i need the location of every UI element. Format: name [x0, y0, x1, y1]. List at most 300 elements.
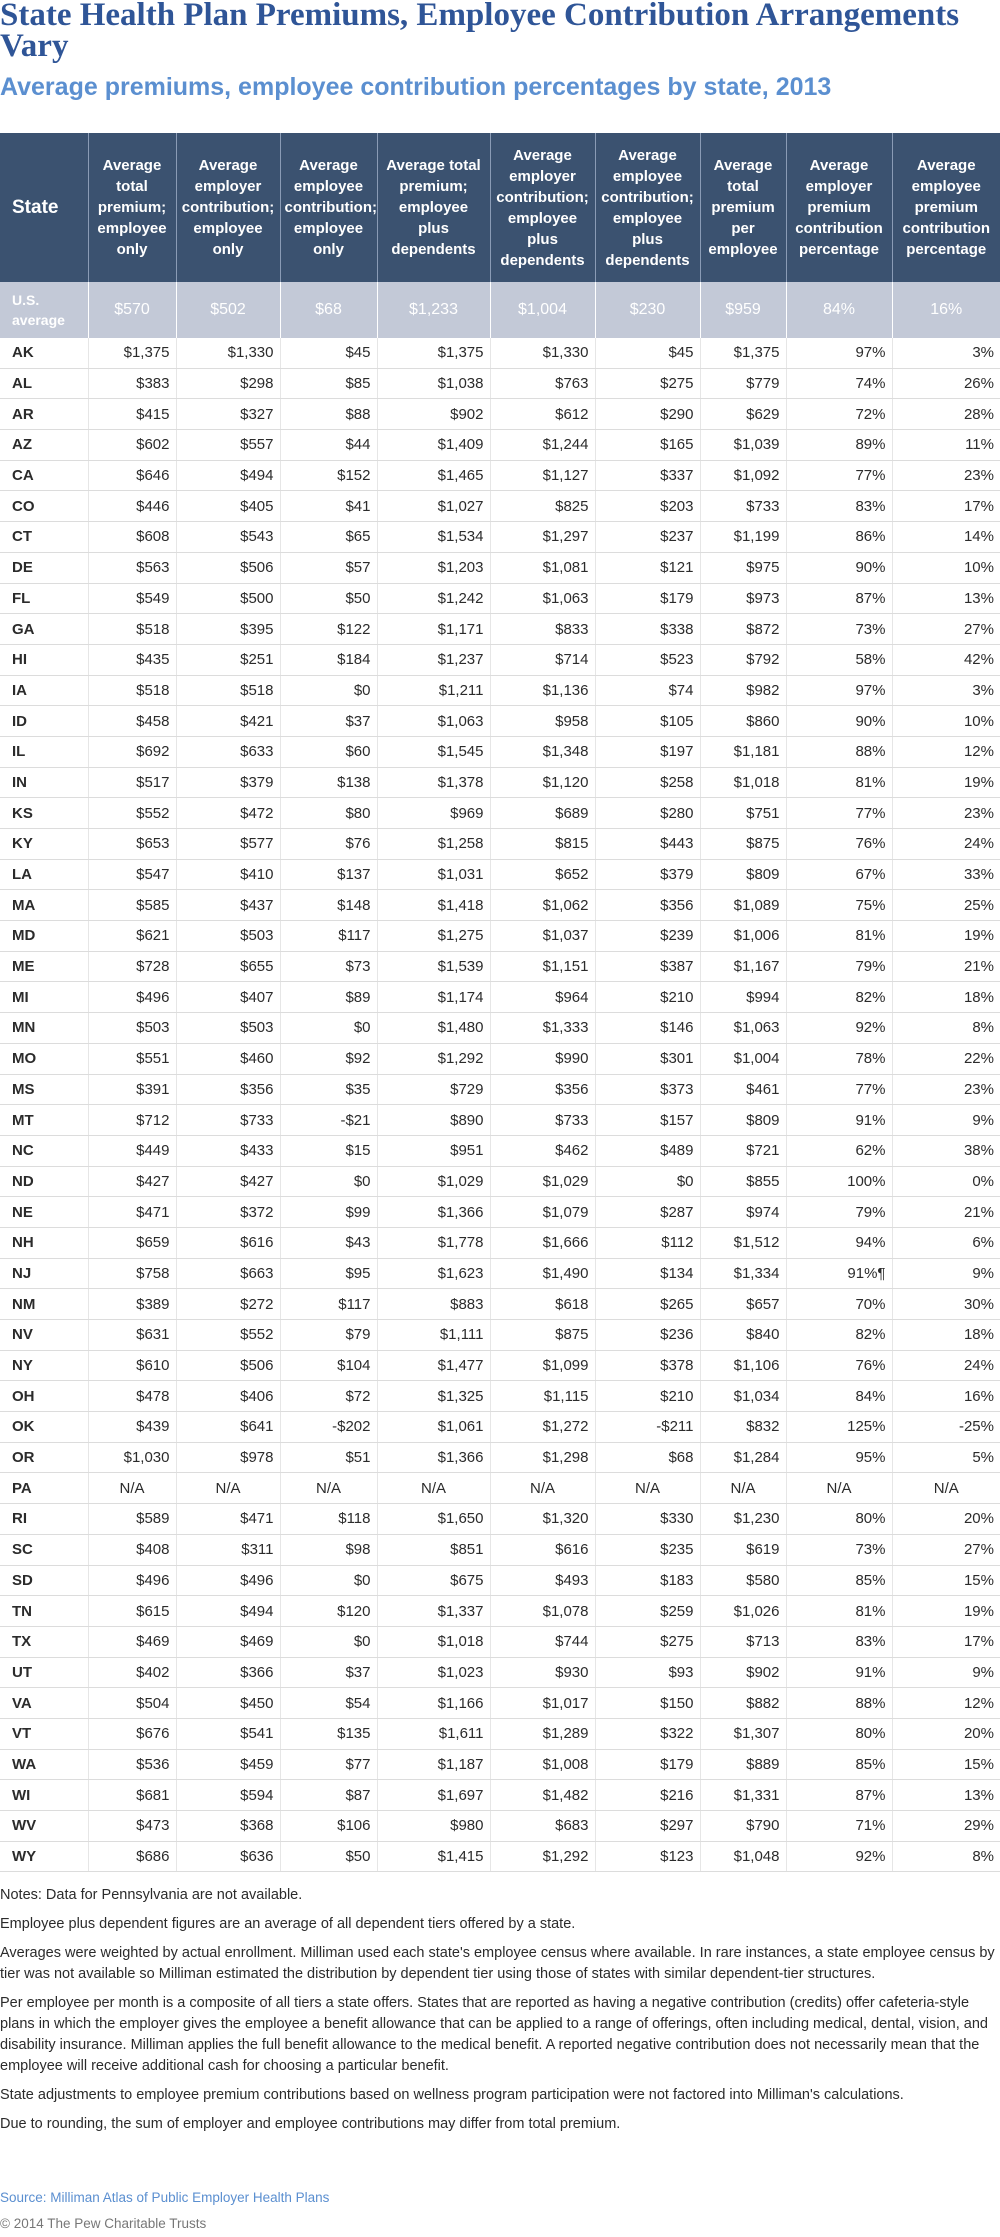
table-cell: $518 — [88, 614, 176, 645]
table-cell: 15% — [892, 1749, 1000, 1780]
table-cell: $990 — [490, 1043, 595, 1074]
table-cell: $1,026 — [700, 1596, 786, 1627]
table-cell: $882 — [700, 1688, 786, 1719]
state-code-cell: MS — [0, 1074, 88, 1105]
state-code-cell: GA — [0, 614, 88, 645]
table-cell: 9% — [892, 1657, 1000, 1688]
table-cell: $373 — [595, 1074, 700, 1105]
table-cell: $809 — [700, 859, 786, 890]
table-cell: $165 — [595, 430, 700, 461]
table-row — [0, 890, 1000, 921]
table-cell: 90% — [786, 706, 892, 737]
table-cell: $1,111 — [377, 1320, 490, 1351]
notes-section — [0, 1885, 1000, 2143]
state-code-cell: MO — [0, 1043, 88, 1074]
table-cell: $449 — [88, 1135, 176, 1166]
state-code-cell: SC — [0, 1534, 88, 1565]
table-cell: $636 — [176, 1841, 280, 1872]
table-cell: $259 — [595, 1596, 700, 1627]
table-cell: $44 — [280, 430, 377, 461]
table-cell: 14% — [892, 522, 1000, 553]
table-cell: $311 — [176, 1534, 280, 1565]
table-cell: $714 — [490, 644, 595, 675]
table-cell: $712 — [88, 1105, 176, 1136]
table-cell: 81% — [786, 921, 892, 952]
table-cell: $851 — [377, 1534, 490, 1565]
table-cell: 11% — [892, 430, 1000, 461]
table-cell: 100% — [786, 1166, 892, 1197]
table-cell: $92 — [280, 1043, 377, 1074]
table-cell: $557 — [176, 430, 280, 461]
state-code-cell: MT — [0, 1105, 88, 1136]
table-cell: $150 — [595, 1688, 700, 1719]
table-cell: N/A — [786, 1473, 892, 1504]
table-cell: 70% — [786, 1289, 892, 1320]
state-code-cell: SD — [0, 1565, 88, 1596]
table-cell: $549 — [88, 583, 176, 614]
table-cell: $616 — [176, 1227, 280, 1258]
table-cell: 8% — [892, 1013, 1000, 1044]
state-code-cell: AZ — [0, 430, 88, 461]
table-cell: 19% — [892, 1596, 1000, 1627]
table-cell: $68 — [595, 1442, 700, 1473]
table-cell: $472 — [176, 798, 280, 829]
note-paragraph: State adjustments to employee premium contributions based on wellness program participation were not factored into Milliman's calculations. — [0, 2087, 904, 2103]
state-code-cell: NM — [0, 1289, 88, 1320]
table-cell: $471 — [176, 1504, 280, 1535]
table-cell: $713 — [700, 1626, 786, 1657]
table-cell: $37 — [280, 706, 377, 737]
table-cell: $1,211 — [377, 675, 490, 706]
table-cell: $585 — [88, 890, 176, 921]
table-cell: 9% — [892, 1105, 1000, 1136]
table-cell: $1,151 — [490, 951, 595, 982]
table-cell: $1,199 — [700, 522, 786, 553]
table-cell: $1,330 — [176, 338, 280, 368]
table-cell: 21% — [892, 1197, 1000, 1228]
table-cell: $1,166 — [377, 1688, 490, 1719]
header-total-premium-per-employee: Average total premium per employee — [700, 133, 786, 282]
table-cell: $57 — [280, 552, 377, 583]
table-cell: $408 — [88, 1534, 176, 1565]
table-cell: $1,366 — [377, 1197, 490, 1228]
table-cell: $410 — [176, 859, 280, 890]
state-code-cell: NH — [0, 1227, 88, 1258]
header-employee-contribution-plus-dependents: Average employee contribution; employee plus dependents — [595, 133, 700, 282]
table-cell: $0 — [280, 1166, 377, 1197]
table-cell: 18% — [892, 982, 1000, 1013]
state-code-cell: IA — [0, 675, 88, 706]
table-cell: $60 — [280, 736, 377, 767]
table-cell: $1,545 — [377, 736, 490, 767]
table-cell: $1,079 — [490, 1197, 595, 1228]
table-cell: $1,063 — [377, 706, 490, 737]
table-cell: $85 — [280, 368, 377, 399]
table-cell: $118 — [280, 1504, 377, 1535]
table-cell: $1,490 — [490, 1258, 595, 1289]
table-cell: $832 — [700, 1412, 786, 1443]
table-cell: 81% — [786, 767, 892, 798]
table-cell: $1,039 — [700, 430, 786, 461]
table-cell: $0 — [280, 1013, 377, 1044]
table-cell: 27% — [892, 614, 1000, 645]
table-cell: 87% — [786, 583, 892, 614]
table-cell: 25% — [892, 890, 1000, 921]
table-row — [0, 982, 1000, 1013]
table-cell: $890 — [377, 1105, 490, 1136]
table-cell: $1,038 — [377, 368, 490, 399]
table-cell: $1,004 — [700, 1043, 786, 1074]
table-cell: 10% — [892, 552, 1000, 583]
table-cell: $1,237 — [377, 644, 490, 675]
table-cell: $790 — [700, 1811, 786, 1842]
table-cell: 12% — [892, 736, 1000, 767]
table-cell: $50 — [280, 1841, 377, 1872]
table-cell: $959 — [700, 282, 786, 338]
state-code-cell: MN — [0, 1013, 88, 1044]
table-cell: $469 — [88, 1626, 176, 1657]
table-row — [0, 1013, 1000, 1044]
table-cell: 24% — [892, 1350, 1000, 1381]
table-cell: $792 — [700, 644, 786, 675]
table-cell: 67% — [786, 859, 892, 890]
table-cell: N/A — [595, 1473, 700, 1504]
table-cell: $35 — [280, 1074, 377, 1105]
table-cell: $433 — [176, 1135, 280, 1166]
table-cell: $1,348 — [490, 736, 595, 767]
state-code-cell: OK — [0, 1412, 88, 1443]
table-cell: $406 — [176, 1381, 280, 1412]
table-row — [0, 1534, 1000, 1565]
table-cell: $1,181 — [700, 736, 786, 767]
table-row — [0, 1412, 1000, 1443]
table-cell: $15 — [280, 1135, 377, 1166]
table-row — [0, 1227, 1000, 1258]
table-cell: $517 — [88, 767, 176, 798]
state-code-cell: WA — [0, 1749, 88, 1780]
table-row — [0, 706, 1000, 737]
table-cell: $543 — [176, 522, 280, 553]
table-cell: $502 — [176, 282, 280, 338]
state-code-cell: MA — [0, 890, 88, 921]
table-cell: $415 — [88, 399, 176, 430]
table-cell: $395 — [176, 614, 280, 645]
table-cell: $978 — [176, 1442, 280, 1473]
table-cell: 18% — [892, 1320, 1000, 1351]
table-cell: $265 — [595, 1289, 700, 1320]
table-cell: 91%¶ — [786, 1258, 892, 1289]
table-cell: $1,136 — [490, 675, 595, 706]
source-line: Source: Milliman Atlas of Public Employer Health Plans — [0, 2190, 330, 2205]
table-cell: $1,375 — [700, 338, 786, 368]
table-row — [0, 1166, 1000, 1197]
table-cell: 27% — [892, 1534, 1000, 1565]
table-row — [0, 1258, 1000, 1289]
table-cell: $330 — [595, 1504, 700, 1535]
table-cell: $994 — [700, 982, 786, 1013]
table-cell: $633 — [176, 736, 280, 767]
table-cell: $272 — [176, 1289, 280, 1320]
table-cell: 19% — [892, 767, 1000, 798]
table-cell: -$21 — [280, 1105, 377, 1136]
table-cell: $1,127 — [490, 460, 595, 491]
state-code-cell: AK — [0, 338, 88, 368]
table-cell: $1,409 — [377, 430, 490, 461]
table-row — [0, 921, 1000, 952]
table-cell: $489 — [595, 1135, 700, 1166]
table-cell: 78% — [786, 1043, 892, 1074]
table-cell: $427 — [176, 1166, 280, 1197]
table-cell: $258 — [595, 767, 700, 798]
table-cell: 3% — [892, 338, 1000, 368]
table-cell: $157 — [595, 1105, 700, 1136]
table-cell: $37 — [280, 1657, 377, 1688]
table-cell: $478 — [88, 1381, 176, 1412]
table-cell: $594 — [176, 1780, 280, 1811]
table-cell: $646 — [88, 460, 176, 491]
table-cell: $1,023 — [377, 1657, 490, 1688]
state-code-cell: VA — [0, 1688, 88, 1719]
table-cell: $275 — [595, 1626, 700, 1657]
table-cell: $1,171 — [377, 614, 490, 645]
table-cell: $547 — [88, 859, 176, 890]
table-cell: $121 — [595, 552, 700, 583]
table-cell: $366 — [176, 1657, 280, 1688]
table-cell: $860 — [700, 706, 786, 737]
table-cell: $77 — [280, 1749, 377, 1780]
table-cell: $809 — [700, 1105, 786, 1136]
table-cell: $1,230 — [700, 1504, 786, 1535]
table-cell: $602 — [88, 430, 176, 461]
table-cell: -$211 — [595, 1412, 700, 1443]
state-code-cell: ME — [0, 951, 88, 982]
table-cell: $74 — [595, 675, 700, 706]
table-cell: 125% — [786, 1412, 892, 1443]
premiums-table — [0, 133, 1000, 1872]
table-cell: $825 — [490, 491, 595, 522]
table-cell: $1,061 — [377, 1412, 490, 1443]
table-cell: $152 — [280, 460, 377, 491]
table-cell: $459 — [176, 1749, 280, 1780]
table-cell: 24% — [892, 829, 1000, 860]
note-paragraph: Employee plus dependent figures are an average of all dependent tiers offered by a state. — [0, 1916, 576, 1932]
state-code-cell: WI — [0, 1780, 88, 1811]
table-cell: $1,081 — [490, 552, 595, 583]
table-cell: $146 — [595, 1013, 700, 1044]
table-cell: $104 — [280, 1350, 377, 1381]
header-employer-contribution-plus-dependents: Average employer contribution; employee plus dependents — [490, 133, 595, 282]
table-cell: $675 — [377, 1565, 490, 1596]
table-cell: $301 — [595, 1043, 700, 1074]
table-cell: $421 — [176, 706, 280, 737]
table-cell: 92% — [786, 1013, 892, 1044]
table-cell: $402 — [88, 1657, 176, 1688]
table-cell: 76% — [786, 1350, 892, 1381]
table-row — [0, 1105, 1000, 1136]
table-cell: $1,063 — [490, 583, 595, 614]
table-cell: $322 — [595, 1718, 700, 1749]
table-cell: 0% — [892, 1166, 1000, 1197]
table-cell: $1,333 — [490, 1013, 595, 1044]
table-cell: $1,284 — [700, 1442, 786, 1473]
table-cell: $552 — [88, 798, 176, 829]
table-cell: $692 — [88, 736, 176, 767]
table-cell: $616 — [490, 1534, 595, 1565]
table-cell: 80% — [786, 1504, 892, 1535]
table-cell: 97% — [786, 675, 892, 706]
table-cell: 13% — [892, 1780, 1000, 1811]
table-cell: $1,004 — [490, 282, 595, 338]
page-title: State Health Plan Premiums, Employee Contribution Arrangements Vary — [0, 0, 960, 64]
table-cell: $523 — [595, 644, 700, 675]
state-code-cell: LA — [0, 859, 88, 890]
table-cell: 8% — [892, 1841, 1000, 1872]
table-cell: $179 — [595, 583, 700, 614]
table-cell: $1,298 — [490, 1442, 595, 1473]
table-cell: $1,477 — [377, 1350, 490, 1381]
table-cell: $1,006 — [700, 921, 786, 952]
state-code-cell: AL — [0, 368, 88, 399]
note-paragraph: Per employee per month is a composite of all tiers a state offers. States that are reported as having a negative contribution (credits) offer cafeteria-style plans in which the employer gives the employee a benefit allowance that can be applied to a range of offerings, often including medical, dental, vision, and disability insurance. Milliman applies the full benefit allowance to the medical benefit. A reported negative contribution does not necessarily mean that the employee will receive additional cash for choosing a particular benefit. — [0, 1995, 988, 2074]
table-cell: $460 — [176, 1043, 280, 1074]
header-employee-contribution-percentage: Average employee premium contribution percentage — [892, 133, 1000, 282]
table-cell: $89 — [280, 982, 377, 1013]
state-code-cell: NY — [0, 1350, 88, 1381]
table-cell: $733 — [700, 491, 786, 522]
table-cell: 79% — [786, 951, 892, 982]
table-cell: N/A — [88, 1473, 176, 1504]
table-cell: $338 — [595, 614, 700, 645]
table-cell: 6% — [892, 1227, 1000, 1258]
table-cell: 79% — [786, 1197, 892, 1228]
table-row — [0, 1473, 1000, 1504]
table-cell: $758 — [88, 1258, 176, 1289]
state-code-cell: ID — [0, 706, 88, 737]
table-row — [0, 1657, 1000, 1688]
table-row — [0, 859, 1000, 890]
table-cell: $387 — [595, 951, 700, 982]
table-cell: $552 — [176, 1320, 280, 1351]
table-cell: $458 — [88, 706, 176, 737]
table-cell: $1,482 — [490, 1780, 595, 1811]
table-cell: $686 — [88, 1841, 176, 1872]
table-row — [0, 1320, 1000, 1351]
table-cell: 74% — [786, 368, 892, 399]
table-cell: $875 — [490, 1320, 595, 1351]
table-cell: $88 — [280, 399, 377, 430]
table-cell: $608 — [88, 522, 176, 553]
table-cell: 97% — [786, 338, 892, 368]
table-cell: 76% — [786, 829, 892, 860]
table-cell: $0 — [280, 1626, 377, 1657]
table-cell: 87% — [786, 1780, 892, 1811]
table-cell: 94% — [786, 1227, 892, 1258]
header-employer-contribution-percentage: Average employer premium contribution percentage — [786, 133, 892, 282]
table-cell: 91% — [786, 1105, 892, 1136]
state-code-cell: OH — [0, 1381, 88, 1412]
table-cell: $1,330 — [490, 338, 595, 368]
state-code-cell: KY — [0, 829, 88, 860]
table-cell: $751 — [700, 798, 786, 829]
table-cell: $493 — [490, 1565, 595, 1596]
table-cell: $728 — [88, 951, 176, 982]
table-cell: $327 — [176, 399, 280, 430]
state-code-cell: UT — [0, 1657, 88, 1688]
table-cell: $503 — [176, 921, 280, 952]
table-row — [0, 1780, 1000, 1811]
table-cell: $518 — [176, 675, 280, 706]
table-cell: $197 — [595, 736, 700, 767]
table-row — [0, 1074, 1000, 1105]
table-cell: $872 — [700, 614, 786, 645]
table-cell: $902 — [377, 399, 490, 430]
table-cell: $1,512 — [700, 1227, 786, 1258]
table-cell: $1,027 — [377, 491, 490, 522]
state-code-cell: WV — [0, 1811, 88, 1842]
table-cell: $1,018 — [377, 1626, 490, 1657]
table-cell: $1,666 — [490, 1227, 595, 1258]
table-cell: $389 — [88, 1289, 176, 1320]
state-code-cell: NJ — [0, 1258, 88, 1289]
state-code-cell: TN — [0, 1596, 88, 1627]
table-row — [0, 1596, 1000, 1627]
table-cell: $1,375 — [88, 338, 176, 368]
table-cell: 30% — [892, 1289, 1000, 1320]
table-cell: 83% — [786, 491, 892, 522]
table-cell: $619 — [700, 1534, 786, 1565]
table-cell: 38% — [892, 1135, 1000, 1166]
table-cell: $117 — [280, 1289, 377, 1320]
table-cell: $120 — [280, 1596, 377, 1627]
table-cell: $969 — [377, 798, 490, 829]
table-cell: $1,242 — [377, 583, 490, 614]
table-cell: $1,092 — [700, 460, 786, 491]
table-cell: $183 — [595, 1565, 700, 1596]
table-cell: $437 — [176, 890, 280, 921]
note-paragraph: Due to rounding, the sum of employer and employee contributions may differ from total premium. — [0, 2116, 621, 2132]
state-code-cell: VT — [0, 1718, 88, 1749]
table-cell: $610 — [88, 1350, 176, 1381]
table-cell: $1,031 — [377, 859, 490, 890]
table-cell: 10% — [892, 706, 1000, 737]
table-cell: $184 — [280, 644, 377, 675]
table-cell: $230 — [595, 282, 700, 338]
table-cell: N/A — [280, 1473, 377, 1504]
table-cell: $875 — [700, 829, 786, 860]
table-cell: $551 — [88, 1043, 176, 1074]
table-cell: $1,115 — [490, 1381, 595, 1412]
table-cell: $72 — [280, 1381, 377, 1412]
table-cell: 19% — [892, 921, 1000, 952]
state-code-cell: NV — [0, 1320, 88, 1351]
table-cell: $1,203 — [377, 552, 490, 583]
table-cell: $518 — [88, 675, 176, 706]
table-row — [0, 552, 1000, 583]
table-cell: 23% — [892, 798, 1000, 829]
table-cell: $1,307 — [700, 1718, 786, 1749]
table-cell: $54 — [280, 1688, 377, 1719]
table-cell: $659 — [88, 1227, 176, 1258]
table-cell: $563 — [88, 552, 176, 583]
state-code-cell: TX — [0, 1626, 88, 1657]
table-cell: $541 — [176, 1718, 280, 1749]
table-cell: 42% — [892, 644, 1000, 675]
table-row — [0, 1688, 1000, 1719]
table-row — [0, 1718, 1000, 1749]
table-cell: $1,480 — [377, 1013, 490, 1044]
table-cell: $889 — [700, 1749, 786, 1780]
table-cell: $494 — [176, 460, 280, 491]
